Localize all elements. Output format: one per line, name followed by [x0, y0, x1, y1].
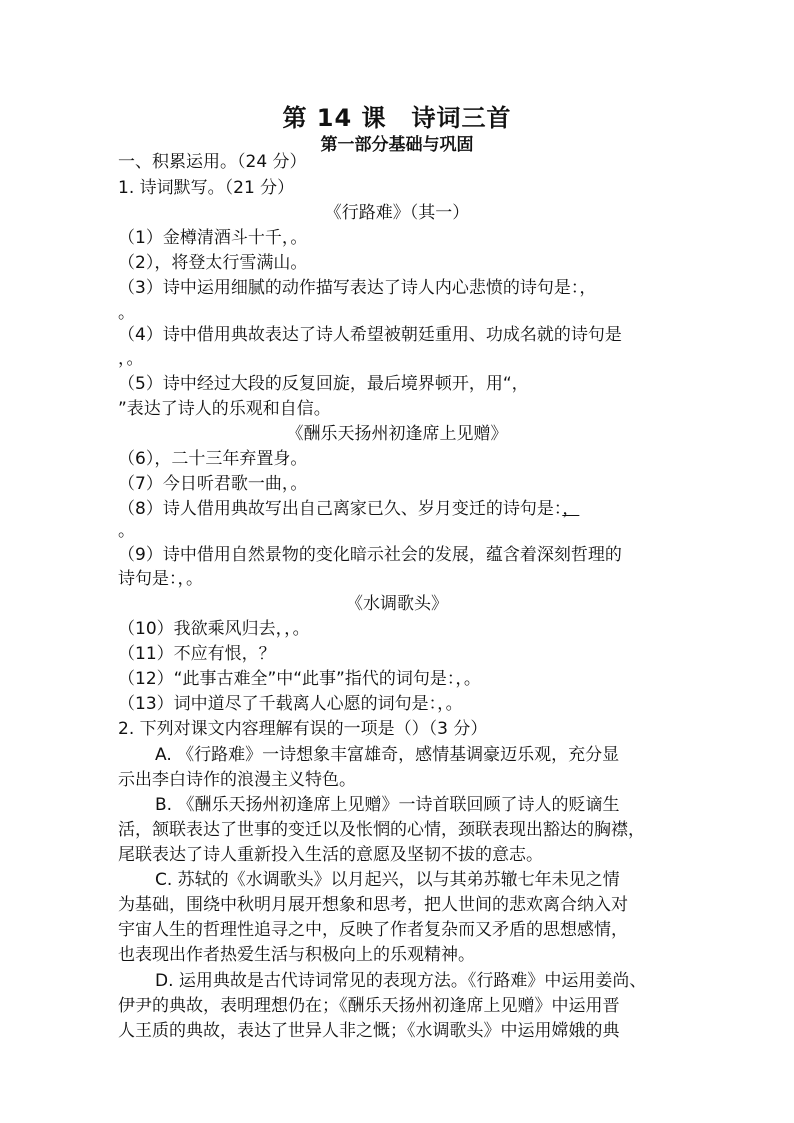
option-b-cont-1: 活，颔联表达了世事的变迁以及怅惘的心情，颈联表现出豁达的胸襟， [118, 820, 645, 840]
fill-item-5: （5）诗中经过大段的反复回旋，最后境界顿开，用“， [118, 374, 529, 394]
fill-item-4: （4）诗中借用典故表达了诗人希望被朝廷重用、功成名就的诗句是 [118, 325, 622, 345]
option-b: B. 《酬乐天扬州初逢席上见赠》一诗首联回顾了诗人的贬谪生 [155, 795, 620, 815]
question-1-heading: 1. 诗词默写。（21 分） [118, 178, 295, 198]
fill-item-11: （11）不应有恨，？ [118, 644, 276, 664]
part-subtitle: 第一部分基础与巩固 [320, 135, 474, 155]
fill-item-8-text: （8）诗人借用典故写出自己离家已久、岁月变迁的诗句是： [118, 499, 563, 519]
fill-item-2: （2），将登太行雪满山。 [118, 253, 308, 273]
question-2-heading: 2. 下列对课文内容理解有误的一项是（）（3 分） [118, 719, 488, 739]
fill-item-3: （3）诗中运用细腻的动作描写表达了诗人内心悲愤的诗句是：， [118, 278, 597, 298]
fill-item-12: （12）“此事古难全”中“此事”指代的词句是：，。 [118, 669, 481, 689]
fill-item-9-cont: 诗句是：，。 [118, 569, 203, 589]
option-b-cont-2: 尾联表达了诗人重新投入生活的意愿及坚韧不拔的意志。 [118, 845, 543, 865]
fill-item-10: （10）我欲乘风归去，，。 [118, 619, 310, 639]
poem-title-chouletian: 《酬乐天扬州初逢席上见赠》 [286, 424, 508, 444]
option-a-cont: 示出李白诗作的浪漫主义特色。 [118, 770, 356, 790]
fill-item-4-cont: ，。 [118, 349, 144, 369]
fill-item-1: （1）金樽清酒斗十千，。 [118, 228, 308, 248]
fill-item-6: （6），二十三年弃置身。 [118, 449, 308, 469]
fill-item-13: （13）词中道尽了千载离人心愿的词句是：，。 [118, 694, 463, 714]
fill-item-8 [118, 497, 678, 521]
fill-item-7: （7）今日听君歌一曲，。 [118, 474, 308, 494]
poem-title-xinglunan: 《行路难》（其一） [324, 203, 470, 223]
poem-title-shuidiaogetou: 《水调歌头》 [346, 594, 448, 614]
fill-item-8-cont: 。 [118, 521, 135, 541]
option-d-cont-2: 人王质的典故，表达了世异人非之慨；《水调歌头》中运用嫦娥的典 [118, 1021, 620, 1041]
option-c-cont-1: 为基础，围绕中秋明月展开想象和思考，把人世间的悲欢离合纳入对 [118, 895, 628, 915]
option-c: C. 苏轼的《水调歌头》以月起兴，以与其弟苏辙七年未见之情 [155, 870, 620, 890]
option-d: D. 运用典故是古代诗词常见的表现方法。《行路难》中运用姜尚、 [155, 971, 647, 991]
option-a: A. 《行路难》一诗想象丰富雄奇，感情基调豪迈乐观，充分显 [155, 745, 620, 765]
option-c-cont-3: 也表现出作者热爱生活与积极向上的乐观精神。 [118, 945, 475, 965]
answer-blank: ， [562, 499, 580, 519]
fill-item-5-cont: ”表达了诗人的乐观和自信。 [118, 399, 331, 419]
fill-item-9: （9）诗中借用自然景物的变化暗示社会的发展，蕴含着深刻哲理的 [118, 545, 622, 565]
option-d-cont-1: 伊尹的典故，表明理想仍在；《酬乐天扬州初逢席上见赠》中运用晋 [118, 996, 620, 1016]
section-heading: 一、积累运用。（24 分） [118, 152, 307, 172]
option-c-cont-2: 宇宙人生的哲理性追寻之中，反映了作者复杂而又矛盾的思想感情， [118, 920, 628, 940]
fill-item-3-cont: 。 [118, 303, 135, 323]
lesson-title: 第 14 课 诗词三首 [282, 104, 512, 132]
